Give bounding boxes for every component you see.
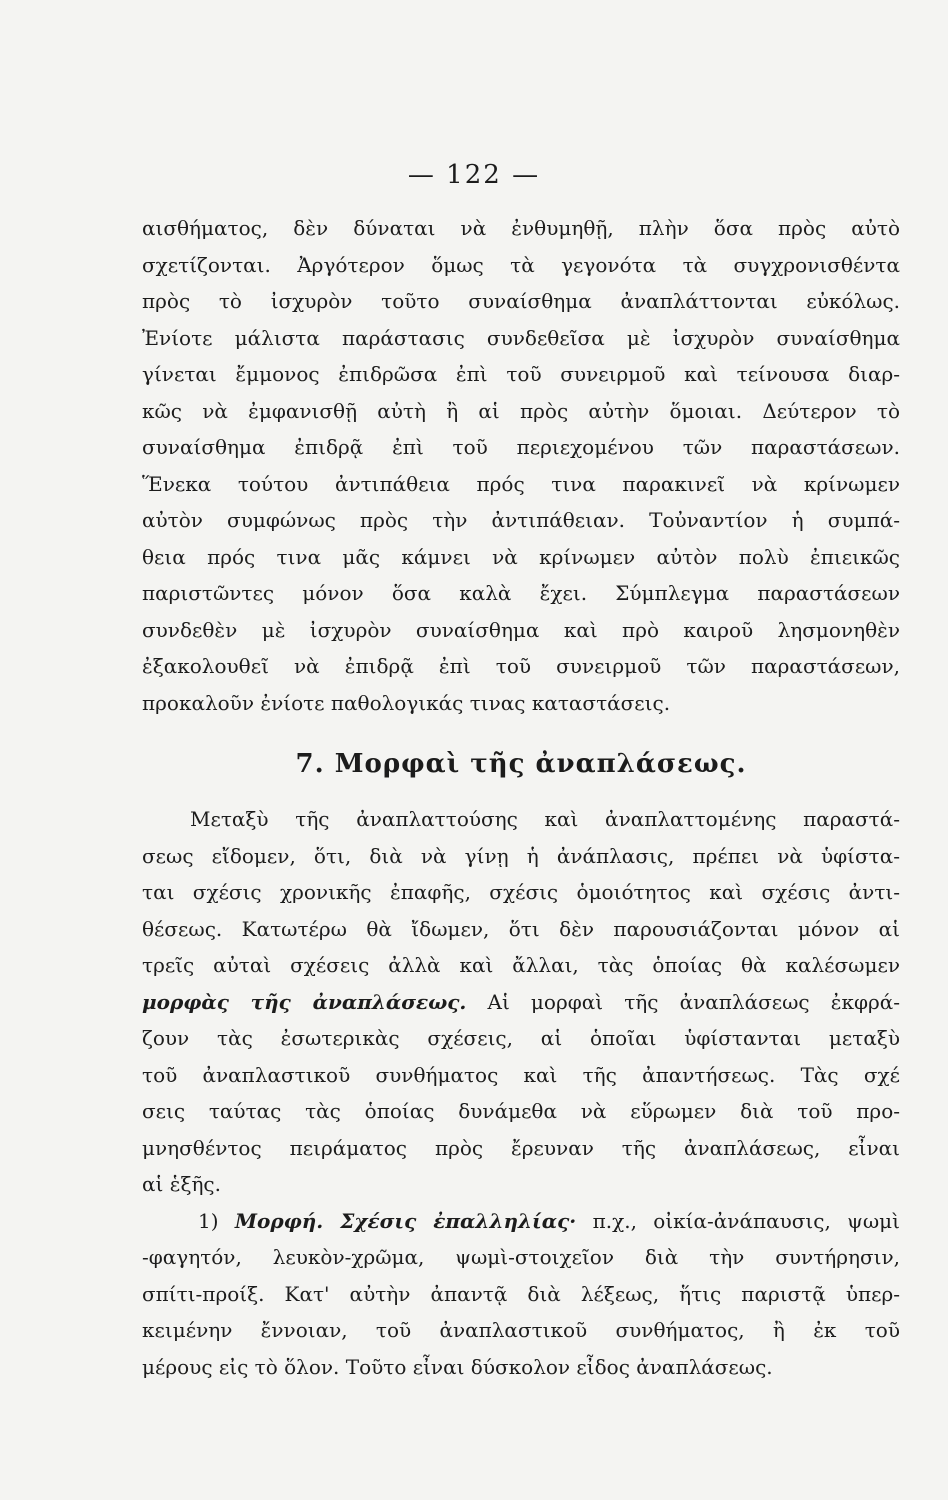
text-line: ζουν τὰς ἐσωτερικὰς σχέσεις, αἱ ὁποῖαι ὑφίστανται μεταξὺ [142,1026,900,1050]
text-line: γίνεται ἔμμονος ἐπιδρῶσα ἐπὶ τοῦ συνειρμοῦ καὶ τείνουσα διαρ- [142,362,900,386]
text-line: σεις ταύτας τὰς ὁποίας δυνάμεθα νὰ εὕρωμεν διὰ τοῦ προ- [142,1099,900,1123]
text-span: Μεταξὺ τῆς ἀναπλαττούσης καὶ ἀναπλαττομένης παραστά- [190,807,900,831]
text-line: παριστῶντες μόνον ὅσα καλὰ ἔχει. Σύμπλεγμα παραστάσεων [142,581,900,605]
paragraph-3 [142,1203,900,1386]
text-line: Ἐνίοτε μάλιστα παράστασις συνδεθεῖσα μὲ ἰσχυρὸν συναίσθημα [142,325,900,350]
text-span: π.χ., οἰκία-ἀνάπαυσις, ψωμὶ [576,1208,900,1233]
paragraph-1 [142,210,900,721]
text-line: κῶς νὰ ἐμφανισθῇ αὐτὴ ἢ αἱ πρὸς αὐτὴν ὅμοιαι. Δεύτερον τὸ [142,398,900,423]
bold-term: Μορφή. Σχέσις ἐπαλληλίας· [234,1208,577,1233]
text-line [142,984,900,1021]
text-line: αὐτὸν συμφώνως πρὸς τὴν ἀντιπάθειαν. Τοὐναντίον ἡ συμπά- [142,508,900,532]
text-line: ἐξακολουθεῖ νὰ ἐπιδρᾷ ἐπὶ τοῦ συνειρμοῦ τῶν παραστάσεων, [142,654,900,678]
text-line: αἱ ἑξῆς. [142,1172,221,1196]
text-line: πρὸς τὸ ἰσχυρὸν τοῦτο συναίσθημα ἀναπλάττονται εὐκόλως. [142,289,900,313]
text-line: συνδεθὲν μὲ ἰσχυρὸν συναίσθημα καὶ πρὸ καιροῦ λησμονηθὲν [142,617,900,642]
text-line: -φαγητόν, λευκὸν-χρῶμα, ψωμὶ-στοιχεῖον διὰ τὴν συντήρησιν, [142,1245,900,1269]
body-text [142,210,900,1385]
text-line: σπίτι-προίξ. Κατ' αὐτὴν ἀπαντᾷ διὰ λέξεως, ἥτις παριστᾷ ὑπερ- [142,1281,900,1306]
text-line: κειμένην ἔννοιαν, τοῦ ἀναπλαστικοῦ συνθήματος, ἢ ἐκ τοῦ [142,1318,900,1342]
text-line: θεια πρός τινα μᾶς κάμνει νὰ κρίνωμεν αὐτὸν πολὺ ἐπιεικῶς [142,544,900,569]
text-line: τρεῖς αὐταὶ σχέσεις ἀλλὰ καὶ ἄλλαι, τὰς ὁποίας θὰ καλέσωμεν [142,953,900,977]
text-line: αισθήματος, δὲν δύναται νὰ ἐνθυμηθῇ, πλὴν ὅσα πρὸς αὐτὸ [142,216,900,240]
text-line: μέρους εἰς τὸ ὅλον. Τοῦτο εἶναι δύσκολον εἶδος ἀναπλάσεως. [142,1354,773,1379]
paragraph-2 [142,801,900,1203]
text-line: σχετίζονται. Ἀργότερον ὅμως τὰ γεγονότα τὰ συγχρονισθέντα [142,252,900,277]
text-line: μνησθέντος πειράματος πρὸς ἔρευναν τῆς ἀναπλάσεως, εἶναι [142,1135,900,1160]
text-line [142,801,900,838]
text-line: σεως εἴδομεν, ὅτι, διὰ νὰ γίνῃ ἡ ἀνάπλασις, πρέπει νὰ ὑφίστα- [142,843,900,868]
page-number: — 122 — [407,160,541,190]
text-line: συναίσθημα ἐπιδρᾷ ἐπὶ τοῦ περιεχομένου τῶν παραστάσεων. [142,435,900,459]
list-number: 1) [198,1208,219,1233]
text-line: ται σχέσις χρονικῆς ἐπαφῆς, σχέσις ὁμοιότητος καὶ σχέσις ἀντι- [142,880,900,904]
text-line: προκαλοῦν ἐνίοτε παθολογικάς τινας καταστάσεις. [142,690,671,715]
section-heading: 7. Μορφαὶ τῆς ἀναπλάσεως. [295,749,747,779]
text-span: Αἱ μορφαὶ τῆς ἀναπλάσεως ἐκφρά- [466,989,900,1014]
bold-term: μορφὰς τῆς ἀναπλάσεως. [142,989,467,1014]
text-line: Ἕνεκα τούτου ἀντιπάθεια πρός τινα παρακινεῖ νὰ κρίνωμεν [142,471,900,496]
text-line: θέσεως. Κατωτέρω θὰ ἴδωμεν, ὅτι δὲν παρουσιάζονται μόνον αἱ [142,916,900,941]
text-line: τοῦ ἀναπλαστικοῦ συνθήματος καὶ τῆς ἀπαντήσεως. Τὰς σχέ [142,1062,900,1087]
text-line [142,1203,900,1240]
